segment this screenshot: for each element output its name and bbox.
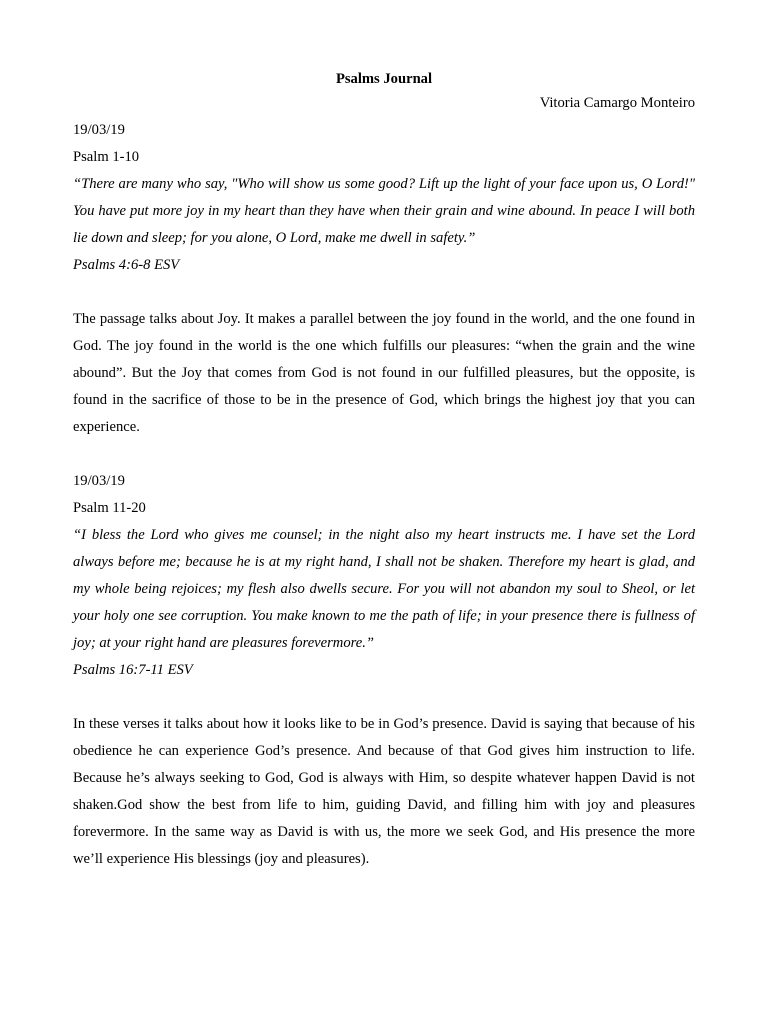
reflection-paragraph: The passage talks about Joy. It makes a parallel between the joy found in the world, and the one found in God. The joy found in the world is the one which fulfills our pleasures: “when the grain and the wine abound”. But the Joy that comes from God is not found in our fulfilled pleasures, but the opposite, is found in the sacrifice of those to be in the presence of God, which brings the highest joy that you can experience. [73,311,695,435]
verse-reference: Psalms 16:7-11 ESV [73,662,193,678]
reflection-paragraph: In these verses it talks about how it looks like to be in God’s presence. David is saying that because of his obedience he can experience God’s presence. And because of that God gives him instruction to life. Because he’s always seeking to God, God is always with Him, so despite whatever happen David is not shaken.God show the best from life to him, guiding David, and filling him with joy and pleasures forevermore. In the same way as David is with us, the more we seek God, and His presence the more we’ll experience His blessings (joy and pleasures). [73,716,695,867]
spacer [73,441,695,468]
journal-entry [73,117,695,441]
spacer [73,684,695,711]
entry-date: 19/03/19 [73,473,125,489]
verse-reference: Psalms 4:6-8 ESV [73,257,180,273]
psalm-range: Psalm 1-10 [73,149,140,165]
spacer [73,279,695,306]
journal-page [73,68,695,873]
author-name: Vitoria Camargo Monteiro [539,95,695,111]
verse-quote: “There are many who say, "Who will show us some good? Lift up the light of your face upon us, O Lord!" You have put more joy in my heart than they have when their grain and wine abound. In peace I will both lie down and sleep; for you alone, O Lord, make me dwell in safety.” [73,176,695,246]
journal-entry [73,468,695,873]
entry-date: 19/03/19 [73,122,125,138]
psalm-range: Psalm 11-20 [73,500,146,516]
verse-quote: “I bless the Lord who gives me counsel; in the night also my heart instructs me. I have set the Lord always before me; because he is at my right hand, I shall not be shaken. Therefore my heart is glad, and my whole being rejoices; my flesh also dwells secure. For you will not abandon my soul to Sheol, or let your holy one see corruption. You make known to me the path of life; in your presence there is fullness of joy; at your right hand are pleasures forevermore.” [73,527,695,651]
document-title: Psalms Journal [335,71,433,87]
